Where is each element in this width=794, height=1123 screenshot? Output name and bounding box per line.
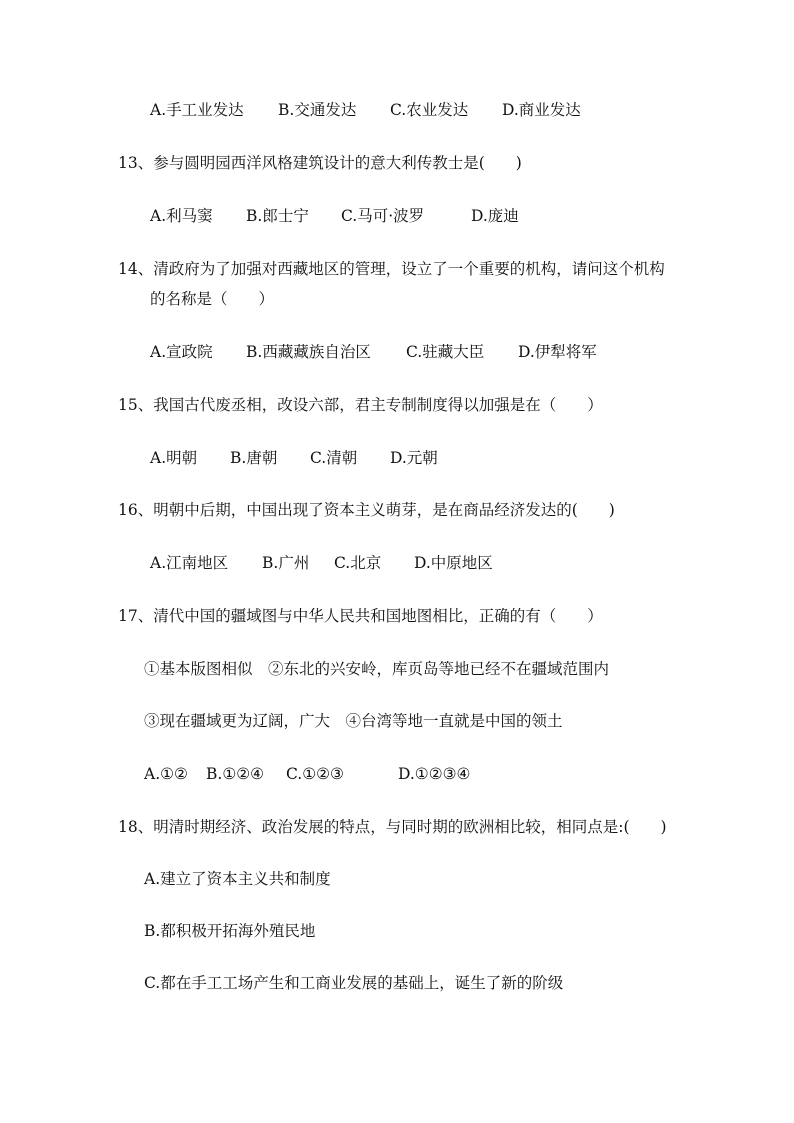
question-18: 18、明清时期经济、政治发展的特点，与同时期的欧洲相比较，相同点是:( ) — [118, 818, 667, 836]
question-15: 15、我国古代废丞相，改设六部，君主专制制度得以加强是在（ ） — [118, 396, 603, 414]
option-a: A.宣政院 — [150, 343, 213, 361]
option-d: D.伊犁将军 — [518, 343, 597, 361]
option-b: B.交通发达 — [278, 101, 357, 119]
option-b: B.广州 — [262, 554, 310, 572]
statement-line-1: ①基本版图相似 ②东北的兴安岭，库页岛等地已经不在疆域范围内 — [144, 660, 610, 678]
options-row-q15 — [150, 448, 438, 468]
options-row-q12 — [150, 100, 581, 120]
option-c: C.清朝 — [310, 449, 358, 467]
option-a: A.江南地区 — [150, 554, 229, 572]
question-13: 13、参与圆明园西洋风格建筑设计的意大利传教士是( ) — [118, 154, 522, 172]
option-d: D.庞迪 — [471, 207, 519, 225]
question-17: 17、清代中国的疆域图与中华人民共和国地图相比，正确的有（ ） — [118, 607, 603, 625]
option-d: D.中原地区 — [414, 554, 493, 572]
question-16: 16、明朝中后期，中国出现了资本主义萌芽，是在商品经济发达的( ) — [118, 501, 615, 519]
option-a-line: A.建立了资本主义共和制度 — [144, 870, 331, 888]
option-b: B.①②④ — [206, 765, 265, 783]
option-c: C.马可·波罗 — [341, 207, 425, 225]
option-d: D.元朝 — [390, 449, 438, 467]
options-row-q14 — [150, 342, 597, 362]
option-b: B.西藏藏族自治区 — [246, 343, 371, 361]
option-c: C.北京 — [334, 554, 382, 572]
options-row-q16 — [150, 553, 493, 573]
option-a: A.①② — [144, 765, 188, 783]
option-d: D.商业发达 — [502, 101, 581, 119]
option-a: A.利马窦 — [150, 207, 213, 225]
option-c: C.农业发达 — [390, 101, 469, 119]
option-c: C.驻藏大臣 — [406, 343, 485, 361]
option-a: A.手工业发达 — [150, 101, 244, 119]
option-d: D.①②③④ — [398, 765, 471, 783]
option-c-line: C.都在手工工场产生和工商业发展的基础上，诞生了新的阶级 — [144, 974, 564, 992]
question-14-continuation: 的名称是（ ） — [150, 290, 275, 308]
option-a: A.明朝 — [150, 449, 198, 467]
option-c: C.①②③ — [286, 765, 344, 783]
options-row-q17 — [144, 764, 470, 784]
option-b-line: B.都积极开拓海外殖民地 — [144, 922, 316, 940]
statement-line-2: ③现在疆域更为辽阔，广大 ④台湾等地一直就是中国的领土 — [144, 712, 563, 730]
question-14: 14、清政府为了加强对西藏地区的管理，设立了一个重要的机构，请问这个机构 — [118, 260, 665, 278]
option-b: B.唐朝 — [230, 449, 278, 467]
options-row-q13 — [150, 206, 519, 226]
option-b: B.郎士宁 — [246, 207, 309, 225]
